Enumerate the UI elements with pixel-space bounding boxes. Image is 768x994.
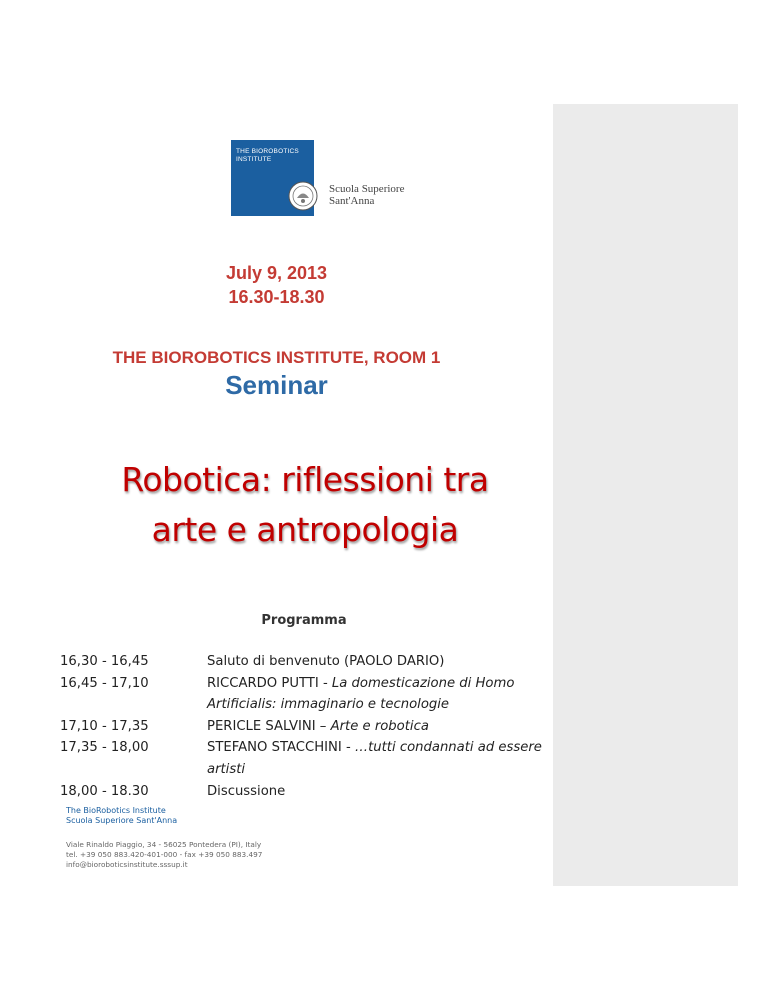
logo-box-text: THE BIOROBOTICS INSTITUTE xyxy=(236,148,299,163)
program-time: 16,45 - 17,10 xyxy=(60,675,149,691)
program-row xyxy=(60,781,550,803)
school-name: Scuola Superiore Sant'Anna xyxy=(329,183,405,207)
program-speaker: Saluto di benvenuto (PAOLO DARIO) xyxy=(207,654,445,669)
event-venue: THE BIOROBOTICS INSTITUTE, ROOM 1 xyxy=(112,348,441,367)
program-description xyxy=(207,737,547,780)
title-line-1: Robotica: riflessioni tra xyxy=(121,460,489,499)
program-talk-title: La domesticazione di Homo Artificialis: immaginario e tecnologie xyxy=(207,675,515,713)
program-time: 17,35 - 18,00 xyxy=(60,740,149,756)
seminar-title xyxy=(0,455,610,555)
institute-logo xyxy=(231,140,413,216)
program-description xyxy=(207,716,547,738)
program-row xyxy=(60,716,550,738)
program-list xyxy=(60,651,550,802)
program-time: 17,10 - 17,35 xyxy=(60,718,149,734)
event-date: July 9, 2013 xyxy=(225,263,328,283)
program-speaker: PERICLE SALVINI – xyxy=(207,718,331,734)
footer-institute: The BioRobotics Institute Scuola Superiore Sant'Anna xyxy=(66,806,178,825)
program-speaker: STEFANO STACCHINI - xyxy=(207,740,355,756)
event-time: 16.30-18.30 xyxy=(228,287,325,307)
program-row xyxy=(60,651,550,673)
program-speaker: Discussione xyxy=(207,783,286,799)
title-line-2: arte e antropologia xyxy=(151,510,459,549)
program-row xyxy=(60,673,550,716)
program-heading: Programma xyxy=(261,613,347,628)
event-type: Seminar xyxy=(225,370,328,400)
program-speaker: RICCARDO PUTTI - xyxy=(207,675,332,691)
program-talk-title: …tutti condannati ad essere artisti xyxy=(207,740,542,777)
program-description xyxy=(207,781,547,803)
seal-icon xyxy=(288,181,318,211)
program-description xyxy=(207,673,547,716)
footer-address: Viale Rinaldo Piaggio, 34 - 56025 Pontedera (PI), Italy tel. +39 050 883.420-401-000 - fax +39 050 883.497 info@bioroboticsinstitute.sssup.it xyxy=(66,840,263,869)
program-time: 18,00 - 18.30 xyxy=(60,783,149,799)
program-description xyxy=(207,651,547,673)
program-talk-title: Arte e robotica xyxy=(330,718,429,734)
footer xyxy=(66,806,262,870)
program-time: 16,30 - 16,45 xyxy=(60,654,149,669)
program-row xyxy=(60,737,550,780)
